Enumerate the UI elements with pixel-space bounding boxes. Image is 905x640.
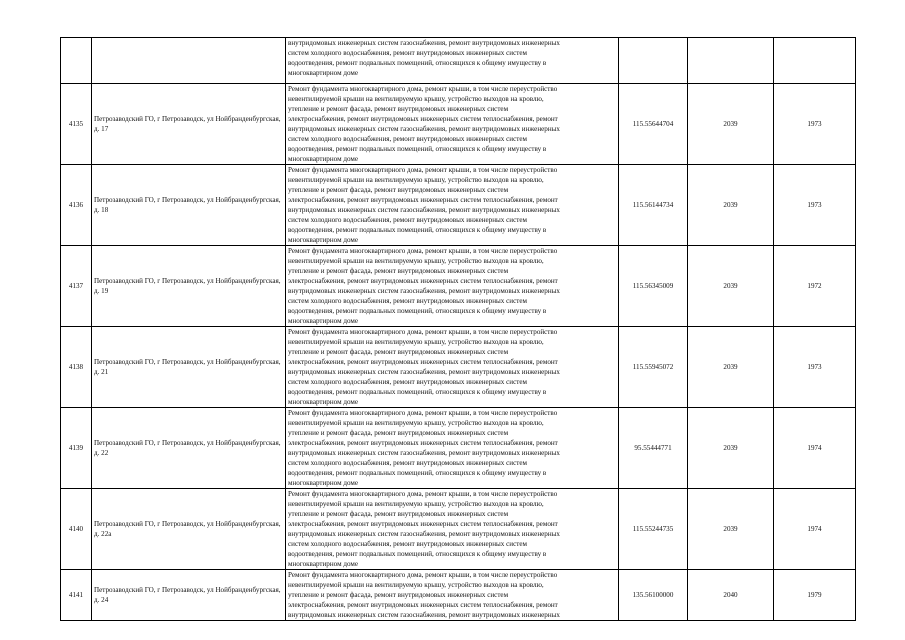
works-line: утепление и ремонт фасада, ремонт внутридомовых инженерных систем (288, 510, 509, 518)
works-line: многоквартирном доме (288, 398, 358, 406)
plan-year-cell: 2039 (688, 489, 774, 570)
table-row (61, 246, 856, 327)
works-line: электроснабжения, ремонт внутридомовых инженерных систем теплоснабжения, ремонт (288, 439, 558, 447)
works-line: электроснабжения, ремонт внутридомовых инженерных систем теплоснабжения, ремонт (288, 520, 558, 528)
row-number-cell: 4141 (61, 570, 92, 621)
works-line: Ремонт фундамента многоквартирного дома, ремонт крыши, в том числе переустройство (288, 409, 558, 417)
works-line: утепление и ремонт фасада, ремонт внутридомовых инженерных систем (288, 267, 509, 275)
works-line: многоквартирном доме (288, 479, 358, 487)
works-line: Ремонт фундамента многоквартирного дома, ремонт крыши, в том числе переустройство (288, 247, 558, 255)
works-line: внутридомовых инженерных систем газоснабжения, ремонт внутридомовых инженерных (288, 39, 560, 47)
works-line: электроснабжения, ремонт внутридомовых инженерных систем теплоснабжения, ремонт (288, 115, 558, 123)
built-year-cell: 1974 (774, 408, 856, 489)
plan-year-cell: 2039 (688, 246, 774, 327)
row-number-cell: 4139 (61, 408, 92, 489)
works-line: систем холодного водоснабжения, ремонт внутридомовых инженерных систем (288, 378, 527, 386)
plan-year-cell: 2039 (688, 165, 774, 246)
cost-cell (619, 38, 688, 84)
works-line: Ремонт фундамента многоквартирного дома, ремонт крыши, в том числе переустройство (288, 328, 558, 336)
built-year-cell: 1973 (774, 165, 856, 246)
table-row (61, 489, 856, 570)
table-row (61, 38, 856, 84)
works-line: многоквартирном доме (288, 560, 358, 568)
works-line: внутридомовых инженерных систем газоснабжения, ремонт внутридомовых инженерных (288, 611, 560, 619)
cost-cell: 95.55444771 (619, 408, 688, 489)
works-line: систем холодного водоснабжения, ремонт внутридомовых инженерных систем (288, 216, 527, 224)
table-row (61, 165, 856, 246)
table-row (61, 327, 856, 408)
works-line: систем холодного водоснабжения, ремонт внутридомовых инженерных систем (288, 297, 527, 305)
works-cell (286, 489, 619, 570)
row-number-cell: 4135 (61, 84, 92, 165)
works-line: систем холодного водоснабжения, ремонт внутридомовых инженерных систем (288, 459, 527, 467)
table-row (61, 408, 856, 489)
works-line: невентилируемой крыши на вентилируемую крышу, устройство выходов на кровлю, (288, 257, 544, 265)
works-line: многоквартирном доме (288, 155, 358, 163)
works-line: внутридомовых инженерных систем газоснабжения, ремонт внутридомовых инженерных (288, 206, 560, 214)
row-number-cell: 4137 (61, 246, 92, 327)
works-line: водоотведения, ремонт подвальных помещений, относящихся к общему имуществу в (288, 550, 547, 558)
works-line: внутридомовых инженерных систем газоснабжения, ремонт внутридомовых инженерных (288, 530, 560, 538)
cost-cell: 135.56100000 (619, 570, 688, 621)
works-line: внутридомовых инженерных систем газоснабжения, ремонт внутридомовых инженерных (288, 125, 560, 133)
works-line: внутридомовых инженерных систем газоснабжения, ремонт внутридомовых инженерных (288, 368, 560, 376)
built-year-cell: 1973 (774, 84, 856, 165)
works-line: систем холодного водоснабжения, ремонт внутридомовых инженерных систем (288, 540, 527, 548)
address-cell: Петрозаводский ГО, г Петрозаводск, ул Нойбранденбургская, д. 24 (92, 570, 286, 621)
works-line: водоотведения, ремонт подвальных помещений, относящихся к общему имуществу в (288, 307, 547, 315)
built-year-cell: 1972 (774, 246, 856, 327)
works-line: электроснабжения, ремонт внутридомовых инженерных систем теплоснабжения, ремонт (288, 601, 558, 609)
plan-year-cell: 2039 (688, 408, 774, 489)
cost-cell: 115.55644704 (619, 84, 688, 165)
works-line: электроснабжения, ремонт внутридомовых инженерных систем теплоснабжения, ремонт (288, 277, 558, 285)
works-cell (286, 165, 619, 246)
address-cell: Петрозаводский ГО, г Петрозаводск, ул Нойбранденбургская, д. 21 (92, 327, 286, 408)
works-line: Ремонт фундамента многоквартирного дома, ремонт крыши, в том числе переустройство (288, 571, 558, 579)
works-line: невентилируемой крыши на вентилируемую крышу, устройство выходов на кровлю, (288, 419, 544, 427)
works-line: Ремонт фундамента многоквартирного дома, ремонт крыши, в том числе переустройство (288, 85, 558, 93)
plan-year-cell: 2040 (688, 570, 774, 621)
cost-cell: 115.55244735 (619, 489, 688, 570)
works-line: утепление и ремонт фасада, ремонт внутридомовых инженерных систем (288, 348, 509, 356)
works-cell (286, 327, 619, 408)
works-line: систем холодного водоснабжения, ремонт внутридомовых инженерных систем (288, 135, 527, 143)
table-row (61, 84, 856, 165)
works-cell (286, 246, 619, 327)
cost-cell: 115.56144734 (619, 165, 688, 246)
row-number-cell (61, 38, 92, 84)
works-line: систем холодного водоснабжения, ремонт внутридомовых инженерных систем (288, 49, 527, 57)
works-line: многоквартирном доме (288, 236, 358, 244)
works-line: утепление и ремонт фасада, ремонт внутридомовых инженерных систем (288, 429, 509, 437)
row-number-cell: 4136 (61, 165, 92, 246)
works-line: внутридомовых инженерных систем газоснабжения, ремонт внутридомовых инженерных (288, 449, 560, 457)
works-line: невентилируемой крыши на вентилируемую крышу, устройство выходов на кровлю, (288, 500, 544, 508)
works-line: внутридомовых инженерных систем газоснабжения, ремонт внутридомовых инженерных (288, 287, 560, 295)
works-line: электроснабжения, ремонт внутридомовых инженерных систем теплоснабжения, ремонт (288, 196, 558, 204)
works-cell (286, 408, 619, 489)
works-line: Ремонт фундамента многоквартирного дома, ремонт крыши, в том числе переустройство (288, 490, 558, 498)
works-line: многоквартирном доме (288, 69, 358, 77)
address-cell: Петрозаводский ГО, г Петрозаводск, ул Нойбранденбургская, д. 22а (92, 489, 286, 570)
row-number-cell: 4138 (61, 327, 92, 408)
works-cell (286, 570, 619, 621)
plan-year-cell: 2039 (688, 84, 774, 165)
cost-cell: 115.56345009 (619, 246, 688, 327)
built-year-cell (774, 38, 856, 84)
plan-year-cell (688, 38, 774, 84)
works-cell (286, 38, 619, 84)
address-cell: Петрозаводский ГО, г Петрозаводск, ул Нойбранденбургская, д. 18 (92, 165, 286, 246)
works-line: водоотведения, ремонт подвальных помещений, относящихся к общему имуществу в (288, 469, 547, 477)
works-line: невентилируемой крыши на вентилируемую крышу, устройство выходов на кровлю, (288, 176, 544, 184)
address-cell: Петрозаводский ГО, г Петрозаводск, ул Нойбранденбургская, д. 19 (92, 246, 286, 327)
works-line: водоотведения, ремонт подвальных помещений, относящихся к общему имуществу в (288, 59, 547, 67)
works-line: невентилируемой крыши на вентилируемую крышу, устройство выходов на кровлю, (288, 581, 544, 589)
works-line: электроснабжения, ремонт внутридомовых инженерных систем теплоснабжения, ремонт (288, 358, 558, 366)
table-body (61, 38, 856, 621)
built-year-cell: 1979 (774, 570, 856, 621)
works-cell (286, 84, 619, 165)
works-line: утепление и ремонт фасада, ремонт внутридомовых инженерных систем (288, 591, 509, 599)
address-cell: Петрозаводский ГО, г Петрозаводск, ул Нойбранденбургская, д. 22 (92, 408, 286, 489)
built-year-cell: 1974 (774, 489, 856, 570)
works-line: утепление и ремонт фасада, ремонт внутридомовых инженерных систем (288, 105, 509, 113)
works-line: многоквартирном доме (288, 317, 358, 325)
works-line: водоотведения, ремонт подвальных помещений, относящихся к общему имуществу в (288, 145, 547, 153)
built-year-cell: 1973 (774, 327, 856, 408)
row-number-cell: 4140 (61, 489, 92, 570)
works-line: водоотведения, ремонт подвальных помещений, относящихся к общему имуществу в (288, 226, 547, 234)
works-line: утепление и ремонт фасада, ремонт внутридомовых инженерных систем (288, 186, 509, 194)
works-line: Ремонт фундамента многоквартирного дома, ремонт крыши, в том числе переустройство (288, 166, 558, 174)
works-line: невентилируемой крыши на вентилируемую крышу, устройство выходов на кровлю, (288, 338, 544, 346)
works-line: водоотведения, ремонт подвальных помещений, относящихся к общему имуществу в (288, 388, 547, 396)
works-line: невентилируемой крыши на вентилируемую крышу, устройство выходов на кровлю, (288, 95, 544, 103)
address-cell (92, 38, 286, 84)
table-row (61, 570, 856, 621)
repair-plan-table (60, 37, 856, 621)
plan-year-cell: 2039 (688, 327, 774, 408)
address-cell: Петрозаводский ГО, г Петрозаводск, ул Нойбранденбургская, д. 17 (92, 84, 286, 165)
cost-cell: 115.55945072 (619, 327, 688, 408)
